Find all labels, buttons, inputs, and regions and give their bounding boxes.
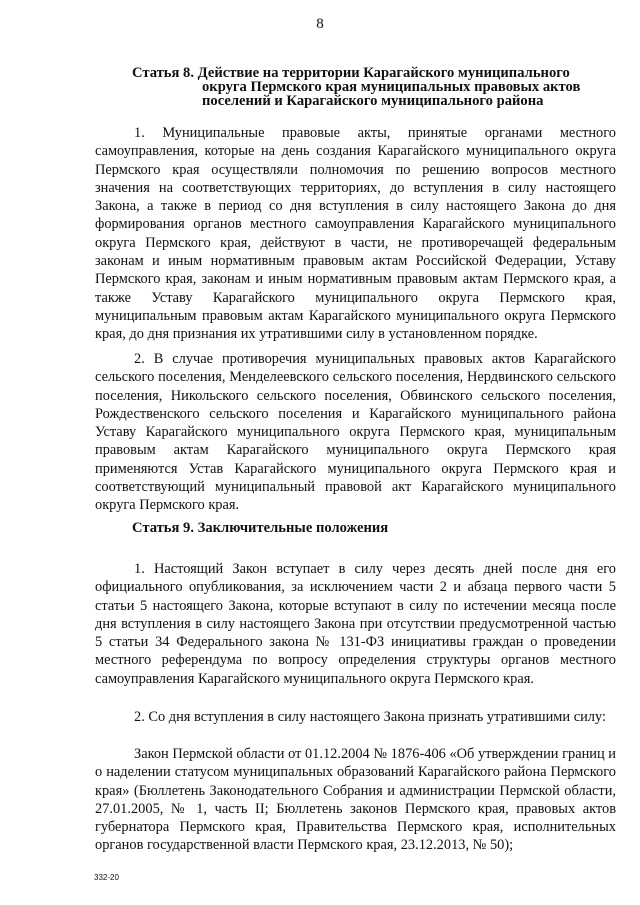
article-8-paragraph-2: 2. В случае противоречия муниципальных правовых актов Карагайского сельского поселения, Менделеевского сельского поселения, Нердвинского сельского поселения, Никольского сельского поселения, Обвинского сельского поселения, Рождественского сельского поселения и Карагайского муниципального района Уставу Карагайского муниципального округа Пермского края, муниципальным правовым актам Карагайского муниципального округа Пермского края применяются Устав Карагайского муниципального округа Пермского края и соответствующий муниципальный правовой акт Карагайского муниципального округа Пермского края. (95, 351, 616, 514)
article-8-heading (132, 66, 602, 108)
article-9-heading: Статья 9. Заключительные положения (132, 520, 389, 536)
article-8-heading-line: округа Пермского края муниципальных правовых актов (202, 79, 581, 95)
article-8-heading-line: Статья 8. Действие на территории Карагайского муниципального (132, 65, 570, 81)
article-9-paragraph-1: 1. Настоящий Закон вступает в силу через десять дней после дня его официального опубликования, за исключением части 2 и абзаца первого части 5 статьи 5 настоящего Закона, которые вступают в силу по истечении месяца после дня вступления в силу настоящего Закона при отсутствии предусмотренной частью 5 статьи 34 Федерального закона № 131-ФЗ инициативы граждан о проведении местного референдума по вопросу определения структуры органов местного самоуправления Карагайского муниципального округа Пермского края. (95, 561, 616, 687)
document-code: 332-20 (94, 873, 119, 882)
article-8-paragraph-1: 1. Муниципальные правовые акты, принятые органами местного самоуправления, которые на день создания Карагайского муниципального округа Пермского края осуществляли полномочия по решению вопросов местного значения на соответствующих территориях, до вступления в силу настоящего Закона, а также в период со дня вступления в силу настоящего Закона до дня формирования органов местного самоуправления Карагайского муниципального округа Пермского края, действуют в части, не противоречащей федеральным законам и иным нормативным правовым актам Российской Федерации, Уставу Пермского края, законам и иным нормативным правовым актам Пермского края, а также Уставу Карагайского муниципального округа Пермского края, муниципальным правовым актам Карагайского муниципального округа Пермского края, до дня признания их утратившими силу в установленном порядке. (95, 125, 616, 343)
article-9-paragraph-3: Закон Пермской области от 01.12.2004 № 1876-406 «Об утверждении границ и о наделении статусом муниципальных образований Карагайского района Пермского края» (Бюллетень Законодательного Собрания и администрации Пермской области, 27.01.2005, № 1, часть II; Бюллетень законов Пермского края, правовых актов губернатора Пермского края, Правительства Пермского края, исполнительных органов государственной власти Пермского края, 23.12.2013, № 50); (95, 746, 616, 854)
page-number: 8 (316, 16, 324, 32)
article-9-paragraph-2: 2. Со дня вступления в силу настоящего Закона признать утратившими силу: (134, 709, 606, 725)
article-8-heading-line: поселений и Карагайского муниципального района (202, 93, 544, 109)
